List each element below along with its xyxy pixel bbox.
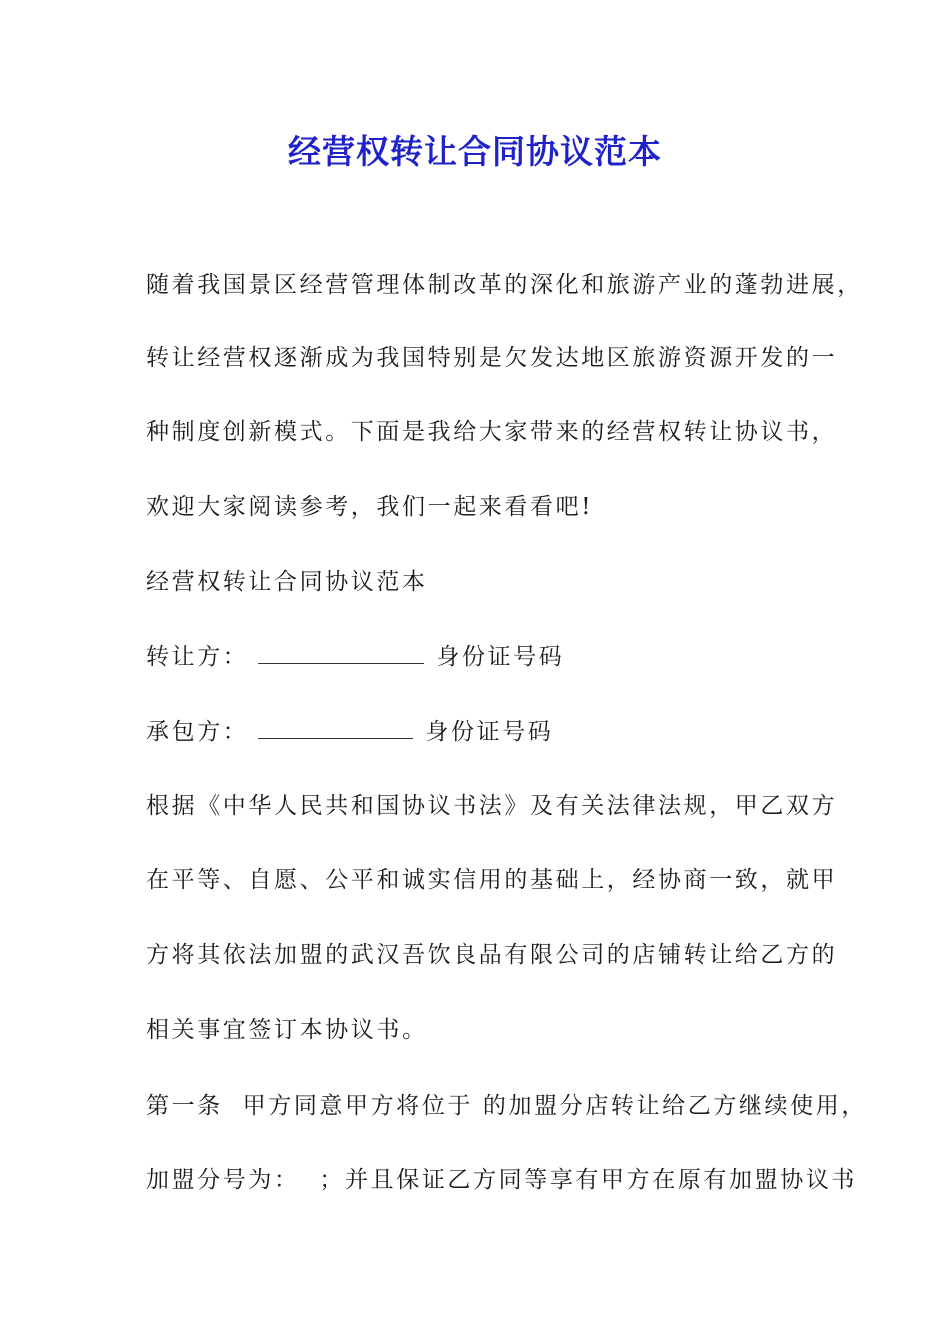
transferor-id-label: 身份证号码 [436,644,565,670]
preamble-line-4: 相关事宜签订本协议书。 [146,1017,428,1043]
transferor-name-blank [258,643,424,664]
intro-line-1: 随着我国景区经营管理体制改革的深化和旅游产业的蓬勃进展， [146,272,863,298]
article1-line-1: 第一条 甲方同意甲方将位于 的加盟分店转让给乙方继续使用， [146,1093,867,1119]
preamble-line-3: 方将其依法加盟的武汉吾饮良品有限公司的店铺转让给乙方的 [146,942,838,968]
article1-line-2: 加盟分号为： ；并且保证乙方同等享有甲方在原有加盟协议书 [146,1167,858,1193]
intro-line-3: 种制度创新模式。下面是我给大家带来的经营权转让协议书， [146,419,838,445]
preamble-line-2: 在平等、自愿、公平和诚实信用的基础上，经协商一致，就甲 [146,867,838,893]
transferor-row [146,639,826,675]
contractor-label: 承包方： [146,719,249,745]
section-subtitle: 经营权转让合同协议范本 [146,569,428,595]
contractor-name-blank [258,718,413,739]
contractor-id-label: 身份证号码 [425,719,554,745]
transferor-label: 转让方： [146,644,249,670]
contractor-row [146,714,826,750]
preamble-line-1: 根据《中华人民共和国协议书法》及有关法律法规，甲乙双方 [146,793,838,819]
document-title: 经营权转让合同协议范本 [288,132,662,171]
intro-line-2: 转让经营权逐渐成为我国特别是欠发达地区旅游资源开发的一 [146,345,838,371]
intro-line-4: 欢迎大家阅读参考，我们一起来看看吧! [146,494,594,520]
